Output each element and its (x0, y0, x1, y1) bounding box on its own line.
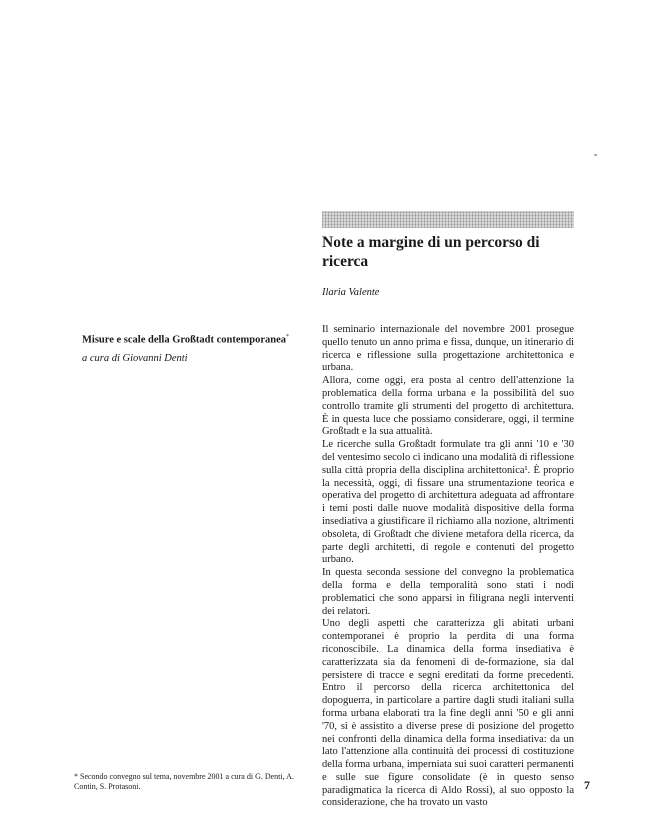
footnote-marker: * (286, 334, 290, 340)
article-body (322, 324, 574, 810)
sidebar-title (82, 331, 322, 347)
page-number: 7 (584, 778, 590, 792)
body-paragraph: Il seminario internazionale del novembre 2001 prosegue quello tenuto un anno prima e fissa, dunque, un itinerario di ricerca e riflessione sulla progettazione architettonica e urbana. (322, 324, 574, 374)
body-paragraph: Le ricerche sulla Großtadt formulate tra gli anni '10 e '30 del ventesimo secolo ci indicano una modalità di riflessione sulla città propria della disciplina architettonica¹. È proprio la necessità, oggi, di fissare una strumentazione teorica e operativa del progetto di architettura adeguata ad affrontare i temi posti dalle nuove modalità dispositive della forma insediativa a giustificare il richiamo alla nozione, altrimenti obsoleta, di Großtadt che diviene metafora della ricerca, da parte degli architetti, di regole e contenuti del progetto urbano. (322, 439, 574, 566)
sidebar-title-text: Misure e scale della Großtadt contemporanea (82, 334, 287, 346)
body-paragraph: Allora, come oggi, era posta al centro dell'attenzione la problematica della forma urbana e la possibilità del suo controllo tramite gli strumenti del progetto di architettura. È in questa luce che possiamo considerare, oggi, il termine Großtadt e la sua attualità. (322, 375, 574, 438)
sidebar-editor: a cura di Giovanni Denti (82, 353, 188, 364)
scan-speck (594, 154, 597, 156)
body-paragraph: Uno degli aspetti che caratterizza gli abitati urbani contemporanei è proprio la perdita di una forma riconoscibile. La dinamica della forma insediativa è caratterizzata sia da fenomeni di de-formazione, sia dal persistere di tracce e segni ereditati da forme precedenti. Entro il percorso della ricerca architettonica del dopoguerra, in particolare a partire dagli studi italiani sulla forma urbana elaborati tra la fine degli anni '50 e gli anni '70, si è assistito a diverse prese di posizione del progetto nei confronti della dinamica della forma insediativa: da un lato l'attenzione alla continuità dei processi di costituzione della forma urbana, imperniata sui suoi caratteri permanenti e sulle sue figure consolidate (è in questo senso paradigmatica la ricerca di Aldo Rossi), al suo opposto la considerazione, che ha trovato un vasto (322, 618, 574, 809)
article-author: Ilaria Valente (322, 287, 380, 298)
title-header-band (322, 211, 574, 228)
body-paragraph: In questa seconda sessione del convegno la problematica della forma e della temporalità sono stati i nodi problematici che sono apparsi in filigrana negli interventi dei relatori. (322, 567, 574, 617)
article-title: Note a margine di un percorso di ricerca (322, 234, 540, 270)
footnote: * Secondo convegno sul tema, novembre 2001 a cura di G. Denti, A. Contin, S. Protasoni. (74, 772, 294, 791)
